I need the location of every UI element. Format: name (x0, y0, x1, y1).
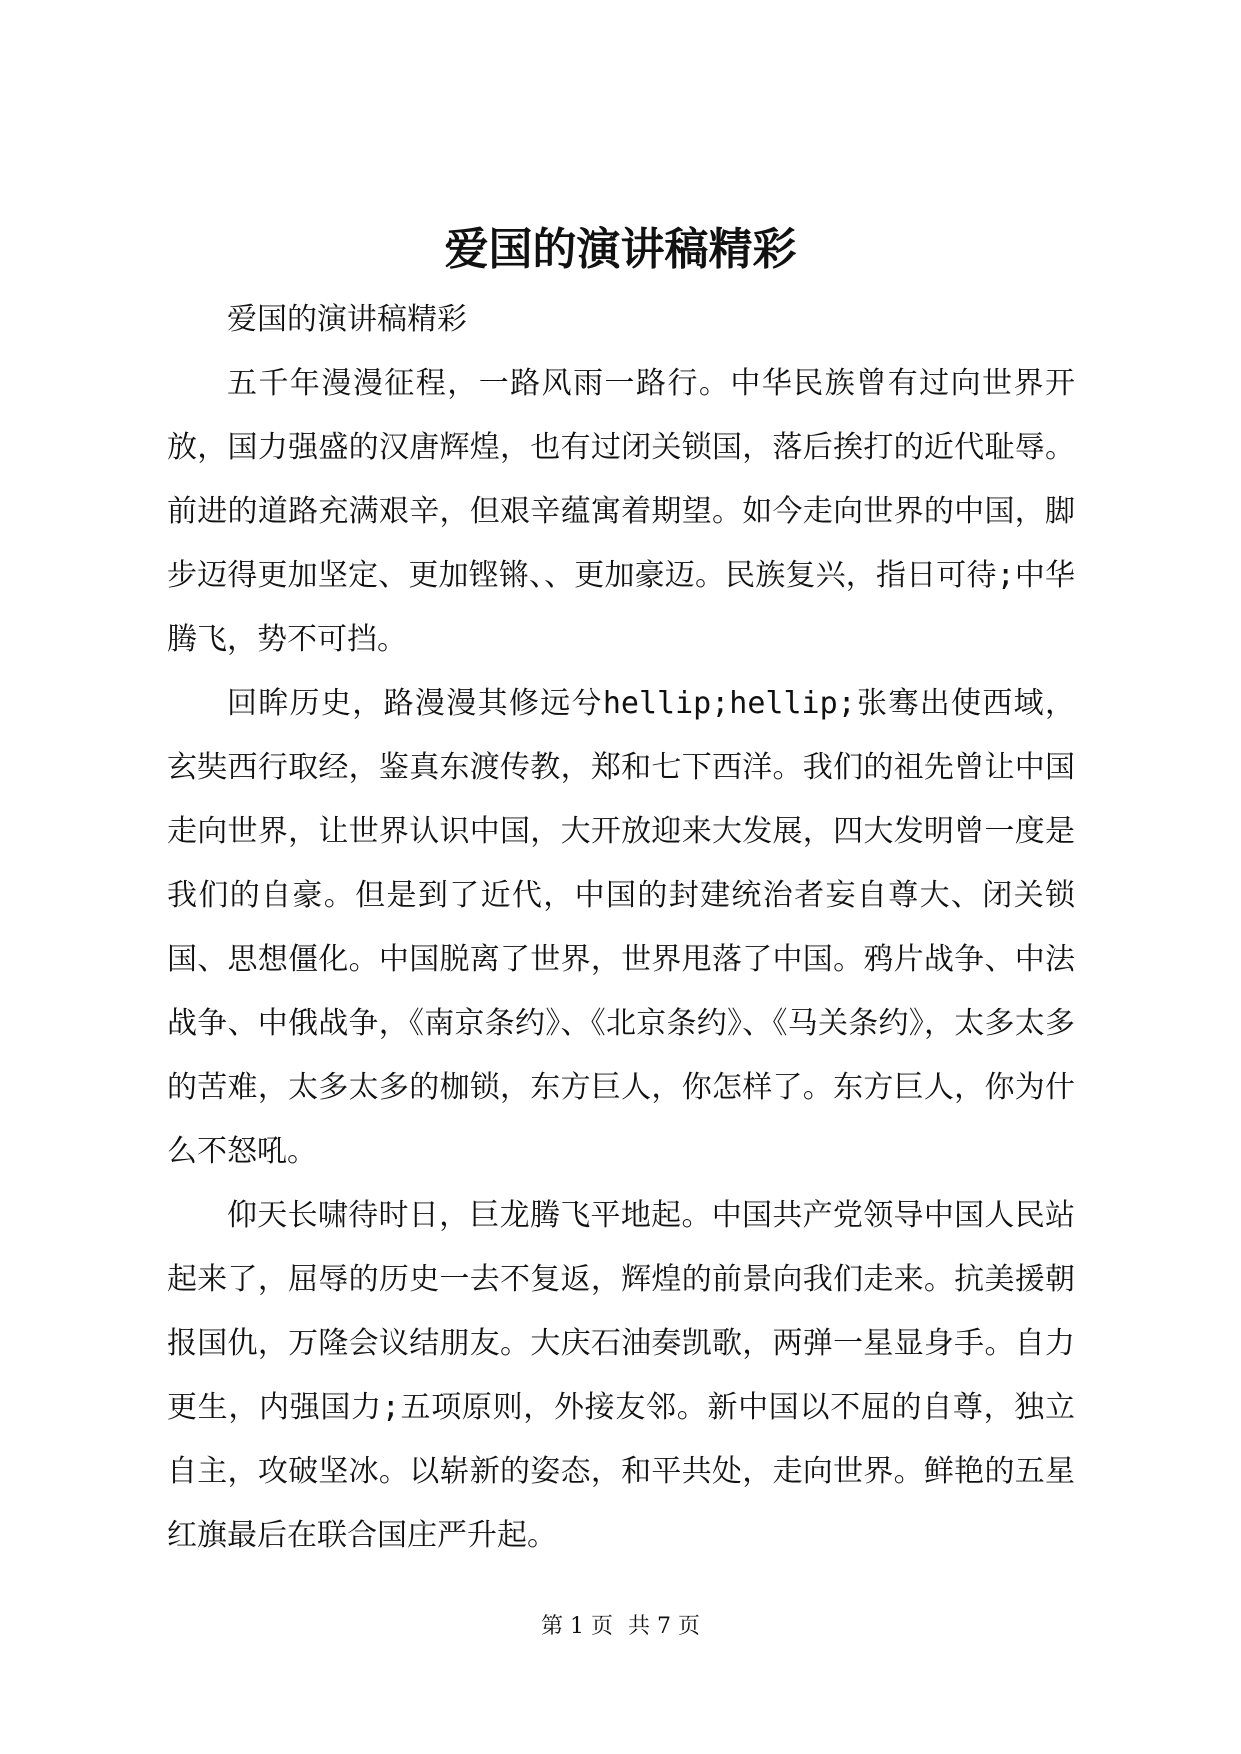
paragraph: 五千年漫漫征程，一路风雨一路行。中华民族曾有过向世界开放，国力强盛的汉唐辉煌，也有过闭关锁国，落后挨打的近代耻辱。前进的道路充满艰辛，但艰辛蕴寓着期望。如今走向世界的中国，脚步迈得更加坚定、更加铿锵、、更加豪迈。民族复兴，指日可待;中华腾飞，势不可挡。 (167, 366, 1075, 657)
document-title: 爱国的演讲稿精彩 (444, 224, 797, 275)
page-number: 第 1 页 (541, 1614, 613, 1639)
paragraph: 回眸历史，路漫漫其修远兮hellip;hellip;张骞出使西域，玄奘西行取经，鉴真东渡传教，郑和七下西洋。我们的祖先曾让中国走向世界，让世界认识中国，大开放迎来大发展，四大发明曾一度是我们的自豪。但是到了近代，中国的封建统治者妄自尊大、闭关锁国、思想僵化。中国脱离了世界，世界甩落了中国。鸦片战争、中法战争、中俄战争，《南京条约》、《北京条约》、《马关条约》，太多太多的苦难，太多太多的枷锁，东方巨人，你怎样了。东方巨人，你为什么不怒吼。 (167, 686, 1075, 1169)
document-body (167, 288, 1075, 1568)
paragraph-subtitle: 爱国的演讲稿精彩 (227, 302, 467, 337)
paragraph: 仰天长啸待时日，巨龙腾飞平地起。中国共产党领导中国人民站起来了，屈辱的历史一去不复返，辉煌的前景向我们走来。抗美援朝报国仇，万隆会议结朋友。大庆石油奏凯歌，两弹一星显身手。自力更生，内强国力;五项原则，外接友邻。新中国以不屈的自尊，独立自主，攻破坚冰。以崭新的姿态，和平共处，走向世界。鲜艳的五星红旗最后在联合国庄严升起。 (167, 1198, 1075, 1553)
page-total: 共 7 页 (628, 1614, 700, 1639)
page-footer (0, 1612, 1241, 1642)
